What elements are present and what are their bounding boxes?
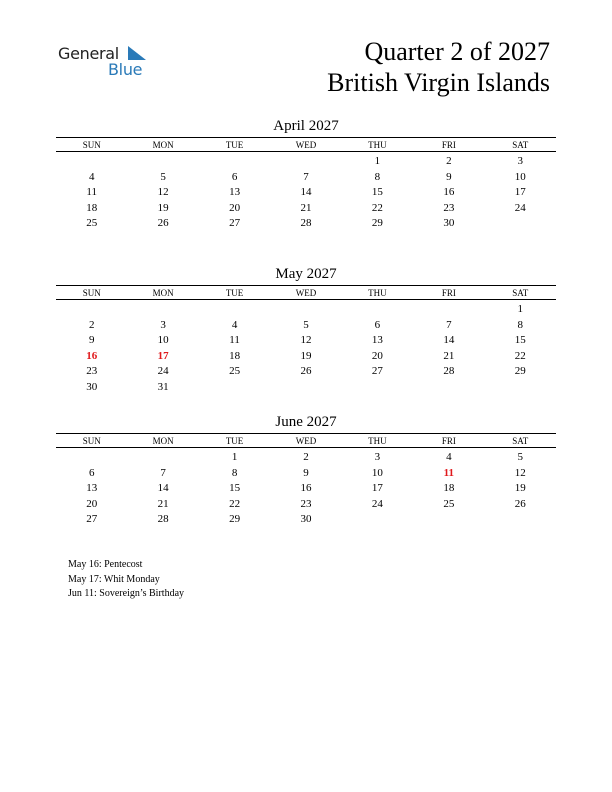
day-cell: 1 [517,303,524,315]
day-cell: 25 [229,365,241,378]
empty-day-cell [199,154,270,170]
week-row [56,201,556,217]
day-cell: 3 [160,318,166,331]
empty-day-cell [56,450,127,466]
week-row [56,154,556,170]
weekday-label: THU [368,436,387,446]
week-row [56,333,556,349]
day-cell: 13 [86,482,98,495]
weekday-label: TUE [225,436,244,446]
day-cell: 7 [160,466,166,479]
empty-day-cell [199,302,270,318]
day-cell: 22 [371,201,383,214]
day-cell: 14 [300,186,312,199]
week-row [56,364,556,380]
day-cell: 25 [443,497,455,510]
day-cell: 3 [517,155,524,167]
week-row [56,185,556,201]
day-cell: 20 [229,201,241,214]
weekday-label: FRI [441,436,456,446]
weekday-label: SUN [82,288,101,298]
empty-day-cell [485,512,556,528]
logo-blue-text: Blue [108,60,143,79]
page-title: Quarter 2 of 2027 [364,37,550,66]
weekday-header-row [56,286,556,300]
day-cell: 6 [374,318,381,331]
day-cell: 10 [157,334,169,347]
day-cell: 28 [300,217,312,230]
day-cell: 4 [446,451,452,463]
day-cell: 14 [157,482,169,495]
weekday-label: FRI [441,288,456,298]
day-cell: 8 [231,466,238,479]
day-cell: 25 [86,217,98,230]
page-subtitle: British Virgin Islands [327,68,550,97]
day-cell: 11 [229,334,240,347]
day-cell: 10 [514,170,526,183]
day-cell: 23 [443,201,455,214]
day-cell: 6 [231,170,238,183]
weekday-label: FRI [441,140,456,150]
empty-day-cell [413,302,484,318]
day-cell: 10 [371,466,383,479]
day-cell: 23 [300,497,312,510]
day-cell: 21 [157,497,169,510]
day-cell: 1 [231,451,238,463]
weekday-label: THU [368,288,387,298]
holiday-notes [68,558,184,602]
weeks-grid [56,302,556,396]
day-cell: 30 [86,380,98,393]
day-cell: 28 [157,513,169,526]
weekday-label: WED [295,288,317,298]
day-cell: 2 [303,451,309,463]
week-row [56,481,556,497]
day-cell: 12 [514,466,526,479]
day-cell: 4 [231,318,238,331]
day-cell: 11 [86,186,97,199]
empty-day-cell [270,154,341,170]
weekday-label: SAT [512,288,529,298]
weekday-label: WED [295,140,317,150]
empty-day-cell [270,302,341,318]
day-cell: 21 [443,349,455,362]
week-row [56,216,556,232]
day-cell: 5 [303,318,309,331]
empty-day-cell [342,302,413,318]
day-cell: 9 [88,334,95,347]
day-cell: 21 [300,201,312,214]
week-row [56,466,556,482]
day-cell: 15 [514,334,526,347]
empty-day-cell [127,154,198,170]
day-cell: 13 [229,186,241,199]
empty-day-cell [270,380,341,396]
day-cell: 27 [229,217,241,230]
day-cell: 9 [446,170,452,183]
weekday-label: TUE [225,288,244,298]
holiday-note: May 17: Whit Monday [68,573,160,585]
day-cell: 12 [300,334,312,347]
week-row [56,512,556,528]
week-row [56,349,556,365]
day-cell: 31 [157,380,169,393]
weekday-header-row [56,434,556,448]
week-row [56,318,556,334]
logo-general-text: General [58,44,119,63]
day-cell: 5 [517,451,524,463]
day-cell: 5 [160,170,166,183]
empty-day-cell [127,450,198,466]
day-cell: 26 [514,497,526,510]
day-cell: 17 [157,349,169,362]
day-cell: 16 [443,186,455,199]
day-cell: 6 [88,466,95,479]
weekday-label: SAT [512,140,529,150]
week-row [56,450,556,466]
day-cell: 12 [157,186,169,199]
day-cell: 22 [514,349,526,362]
day-cell: 27 [371,365,383,378]
day-cell: 9 [303,466,309,479]
weekday-label: WED [295,436,317,446]
weekday-label: TUE [225,140,244,150]
week-row [56,380,556,396]
empty-day-cell [413,380,484,396]
day-cell: 30 [443,217,455,230]
day-cell: 24 [371,497,383,510]
weekday-label: MON [152,140,174,150]
week-row [56,497,556,513]
month-calendar-may [56,265,556,396]
empty-day-cell [413,512,484,528]
empty-day-cell [199,380,270,396]
day-cell: 17 [371,482,383,495]
day-cell: 2 [88,318,95,331]
day-cell: 19 [157,201,169,214]
day-cell: 13 [371,334,383,347]
month-name: June 2027 [275,414,337,430]
day-cell: 1 [374,155,381,167]
day-cell: 24 [157,365,169,378]
day-cell: 17 [514,186,526,199]
day-cell: 16 [86,349,98,362]
day-cell: 20 [86,497,98,510]
day-cell: 8 [517,318,524,331]
day-cell: 24 [514,201,526,214]
day-cell: 15 [371,186,383,199]
day-cell: 26 [300,365,312,378]
day-cell: 15 [229,482,241,495]
month-name: May 2027 [275,266,337,282]
month-name: April 2027 [273,118,339,134]
empty-day-cell [485,380,556,396]
day-cell: 19 [300,349,312,362]
day-cell: 22 [229,497,241,510]
empty-day-cell [56,154,127,170]
day-cell: 19 [514,482,526,495]
day-cell: 20 [371,349,383,362]
weekday-label: SUN [82,436,101,446]
weeks-grid [56,154,556,232]
empty-day-cell [485,216,556,232]
day-cell: 26 [157,217,169,230]
holiday-note: May 16: Pentecost [68,559,143,570]
day-cell: 29 [229,513,241,526]
day-cell: 18 [229,349,241,362]
empty-day-cell [127,302,198,318]
weekday-label: MON [152,288,174,298]
day-cell: 2 [446,155,452,167]
day-cell: 11 [443,466,455,479]
logo-triangle-icon [126,46,146,60]
day-cell: 18 [443,482,455,495]
empty-day-cell [56,302,127,318]
day-cell: 28 [443,365,455,378]
week-row [56,302,556,318]
month-calendar-june [56,413,556,528]
empty-day-cell [342,380,413,396]
weekday-header-row [56,138,556,152]
day-cell: 27 [86,513,98,526]
day-cell: 18 [86,201,98,214]
day-cell: 29 [514,365,526,378]
day-cell: 30 [300,513,312,526]
empty-day-cell [342,512,413,528]
month-calendar-april [56,117,556,232]
weekday-label: SAT [512,436,529,446]
day-cell: 23 [86,365,98,378]
weekday-label: MON [152,436,174,446]
generalblue-logo [58,44,158,80]
week-row [56,170,556,186]
day-cell: 4 [88,170,95,183]
day-cell: 7 [303,170,309,183]
day-cell: 16 [300,482,312,495]
day-cell: 29 [371,217,383,230]
day-cell: 14 [443,334,455,347]
holiday-note: Jun 11: Sovereign’s Birthday [68,588,185,600]
day-cell: 8 [374,170,381,183]
weekday-label: THU [368,140,387,150]
weeks-grid [56,450,556,528]
weekday-label: SUN [82,140,101,150]
day-cell: 7 [446,318,452,331]
day-cell: 3 [374,451,381,463]
